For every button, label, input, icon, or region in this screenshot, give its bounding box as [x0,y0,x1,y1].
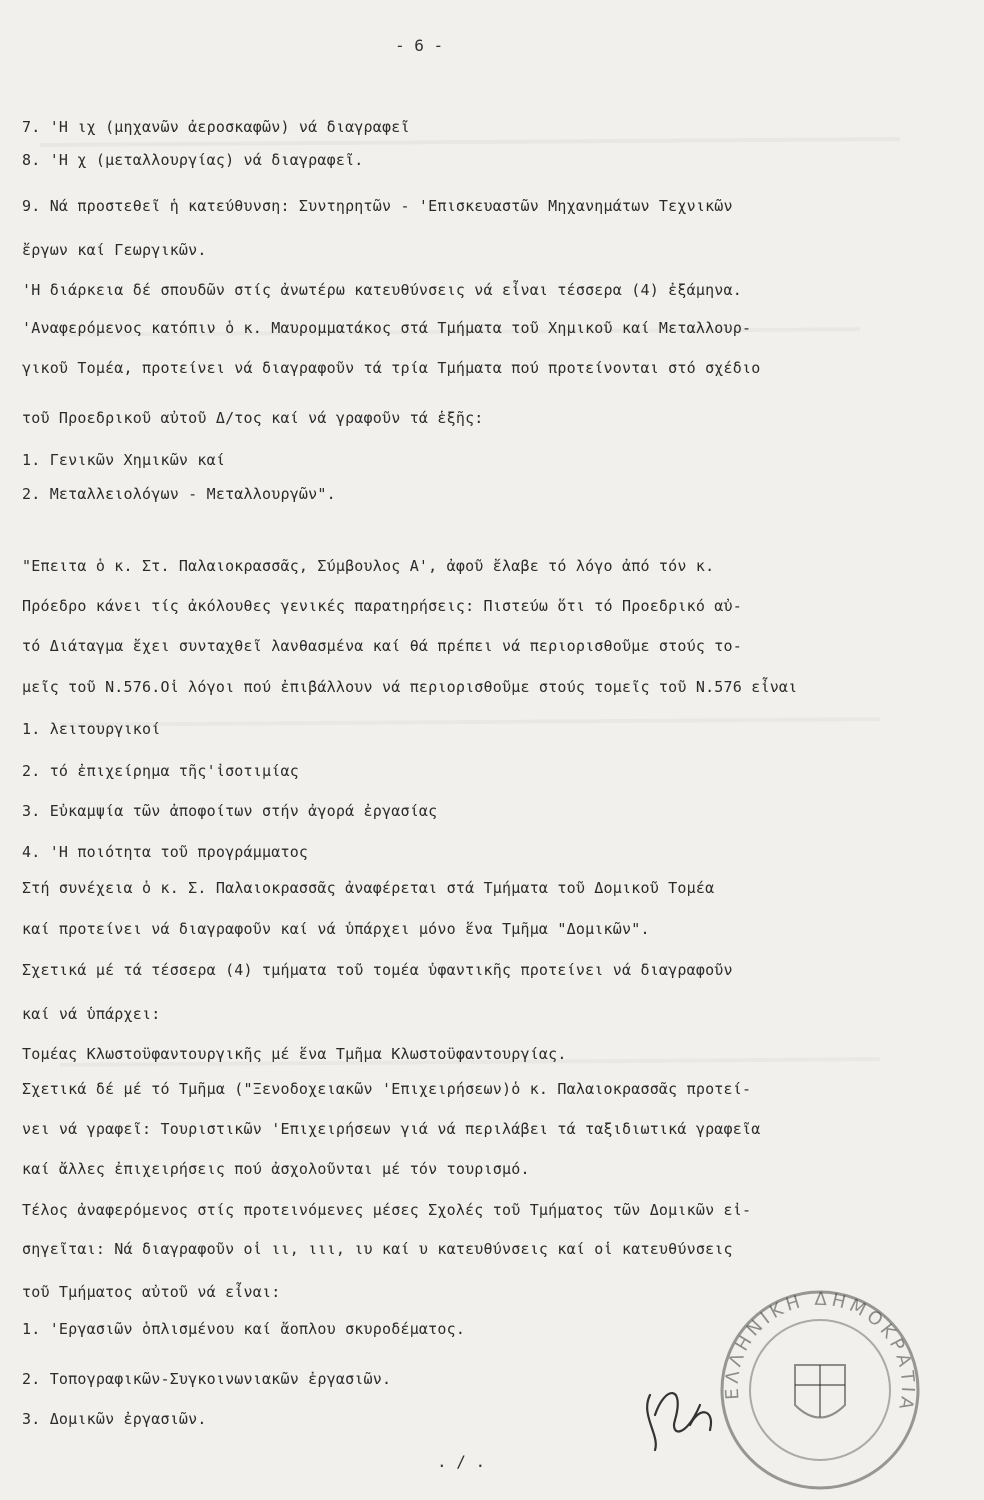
text-line: μεῖς τοῦ Ν.576.Οἱ λόγοι πού ἐπιβάλλουν νά περιορισθοῦμε στούς τομεῖς τοῦ Ν.576 εἶναι [22,678,798,696]
text-line: 'Αναφερόμενος κατόπιν ὁ κ. Μαυρομματάκος στά Τμήματα τοῦ Χημικοῦ καί Μεταλλουρ- [22,319,752,337]
text-line: 4. 'Η ποιότητα τοῦ προγράμματος [22,843,309,861]
text-line: 1. λειτουργικοί [22,720,161,738]
text-line: τοῦ Τμήματος αὐτοῦ νά εἶναι: [22,1283,281,1301]
text-line: 2. Μεταλλειολόγων - Μεταλλουργῶν". [22,485,336,503]
text-line: 9. Νά προστεθεῖ ἡ κατεύθυνση: Συντηρητῶν - 'Επισκευαστῶν Μηχανημάτων Τεχνικῶν [22,197,733,215]
page-number: - 6 - [395,36,444,55]
text-line: 2. Τοπογραφικῶν-Συγκοινωνιακῶν ἐργασιῶν. [22,1370,392,1388]
text-line: νει νά γραφεῖ: Τουριστικῶν 'Επιχειρήσεων γιά νά περιλάβει τά ταξιδιωτικά γραφεῖα [22,1120,761,1138]
text-line: 8. 'Η χ (μεταλλουργίας) νά διαγραφεῖ. [22,151,364,169]
text-line: 7. 'Η ιχ (μηχανῶν ἀεροσκαφῶν) νά διαγραφεῖ [22,118,410,136]
text-line: 1. Γενικῶν Χημικῶν καί [22,451,226,469]
text-line: τοῦ Προεδρικοῦ αὐτοῦ Δ/τος καί νά γραφοῦν τά ἑξῆς: [22,409,484,427]
text-line: καί ἄλλες ἐπιχειρήσεις πού ἀσχολοῦνται μέ τόν τουρισμό. [22,1160,530,1178]
text-line: Σχετικά μέ τά τέσσερα (4) τμήματα τοῦ τομέα ὑφαντικῆς προτείνει νά διαγραφοῦν [22,961,733,979]
text-line: σηγεῖται: Νά διαγραφοῦν οἱ ιι, ιιι, ιυ καί υ κατευθύνσεις καί οἱ κατευθύνσεις [22,1240,733,1258]
text-line: 1. 'Εργασιῶν ὁπλισμένου καί ἄοπλου σκυροδέματος. [22,1320,466,1338]
official-seal [715,1285,925,1495]
continuation-mark: . / . [437,1452,486,1471]
text-line: "Επειτα ὁ κ. Στ. Παλαιοκρασσᾶς, Σύμβουλος Α', ἀφοῦ ἔλαβε τό λόγο ἀπό τόν κ. [22,557,715,575]
text-line: ἔργων καί Γεωργικῶν. [22,241,207,259]
text-line: Σχετικά δέ μέ τό Τμῆμα ("Ξενοδοχειακῶν 'Επιχειρήσεων)ὁ κ. Παλαιοκρασσᾶς προτεί- [22,1080,752,1098]
text-line: 2. τό ἐπιχείρημα τῆς'ἰσοτιμίας [22,762,299,780]
text-line: 'Η διάρκεια δέ σπουδῶν στίς ἀνωτέρω κατευθύνσεις νά εἶναι τέσσερα (4) ἐξάμηνα. [22,281,742,299]
text-line: καί νά ὑπάρχει: [22,1005,161,1023]
text-line: Πρόεδρο κάνει τίς ἀκόλουθες γενικές παρατηρήσεις: Πιστεύω ὅτι τό Προεδρικό αὐ- [22,597,742,615]
text-line: Στή συνέχεια ὁ κ. Σ. Παλαιοκρασσᾶς ἀναφέρεται στά Τμήματα τοῦ Δομικοῦ Τομέα [22,879,715,897]
text-line: γικοῦ Τομέα, προτείνει νά διαγραφοῦν τά τρία Τμήματα πού προτείνονται στό σχέδιο [22,359,761,377]
text-line: Τέλος ἀναφερόμενος στίς προτεινόμενες μέσες Σχολές τοῦ Τμήματος τῶν Δομικῶν εἰ- [22,1201,752,1219]
text-line: 3. Δομικῶν ἐργασιῶν. [22,1410,207,1428]
svg-text:ΕΛΛΗΝΙΚΗ ΔΗΜΟΚΡΑΤΙΑ: ΕΛΛΗΝΙΚΗ ΔΗΜΟΚΡΑΤΙΑ [721,1288,919,1416]
text-line: καί προτείνει νά διαγραφοῦν καί νά ὑπάρχει μόνο ἕνα Τμῆμα "Δομικῶν". [22,920,650,938]
text-line: τό Διάταγμα ἔχει συνταχθεῖ λανθασμένα καί θά πρέπει νά περιορισθοῦμε στούς το- [22,637,742,655]
text-line: 3. Εὐκαμψία τῶν ἀποφοίτων στήν ἀγορά ἐργασίας [22,802,438,820]
text-line: Τομέας Κλωστοϋφαντουργικῆς μέ ἕνα Τμῆμα Κλωστοϋφαντουργίας. [22,1045,567,1063]
